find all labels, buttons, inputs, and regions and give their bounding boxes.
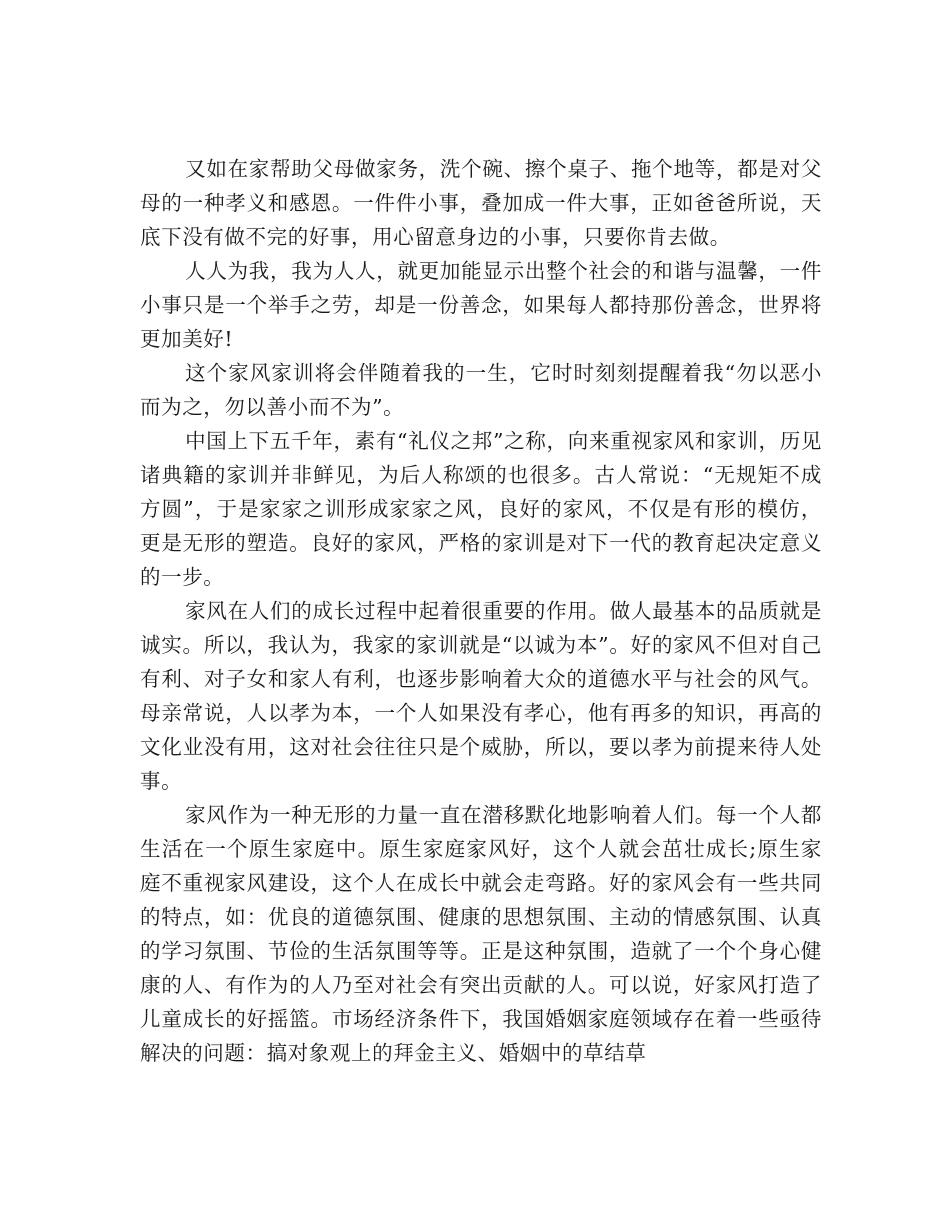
paragraph-3: 这个家风家训将会伴随着我的一生，它时时刻刻提醒着我“勿以恶小而为之，勿以善小而不为”。 (140, 361, 822, 419)
document-body (140, 152, 822, 1070)
paragraph-2: 人人为我，我为人人，就更加能显示出整个社会的和谐与温馨，一件小事只是一个举手之劳，却是一份善念，如果每人都持那份善念，世界将更加美好! (140, 259, 822, 351)
paragraph-4: 中国上下五千年，素有“礼仪之邦”之称，向来重视家风和家训，历见诸典籍的家训并非鲜见，为后人称颂的也很多。古人常说：“无规矩不成方圆”，于是家家之训形成家家之风，良好的家风，不仅是有形的模仿，更是无形的塑造。良好的家风，严格的家训是对下一代的教育起决定意义的一步。 (140, 429, 822, 589)
paragraph-5: 家风在人们的成长过程中起着很重要的作用。做人最基本的品质就是诚实。所以，我认为，我家的家训就是“以诚为本”。好的家风不但对自己有利、对子女和家人有利，也逐步影响着大众的道德水平与社会的风气。母亲常说，人以孝为本，一个人如果没有孝心，他有再多的知识，再高的文化业没有用，这对社会往往只是个威胁，所以，要以孝为前提来待人处事。 (140, 599, 822, 793)
paragraph-1: 又如在家帮助父母做家务，洗个碗、擦个桌子、拖个地等，都是对父母的一种孝义和感恩。一件件小事，叠加成一件大事，正如爸爸所说，天底下没有做不完的好事，用心留意身边的小事，只要你肯去做。 (140, 157, 822, 249)
paragraph-6: 家风作为一种无形的力量一直在潜移默化地影响着人们。每一个人都生活在一个原生家庭中。原生家庭家风好，这个人就会茁壮成长;原生家庭不重视家风建设，这个人在成长中就会走弯路。好的家风会有一些共同的特点，如：优良的道德氛围、健康的思想氛围、主动的情感氛围、认真的学习氛围、节俭的生活氛围等等。正是这种氛围，造就了一个个身心健康的人、有作为的人乃至对社会有突出贡献的人。可以说，好家风打造了儿童成长的好摇篮。市场经济条件下，我国婚姻家庭领域存在着一些亟待解决的问题：搞对象观上的拜金主义、婚姻中的草结草 (140, 803, 822, 1065)
